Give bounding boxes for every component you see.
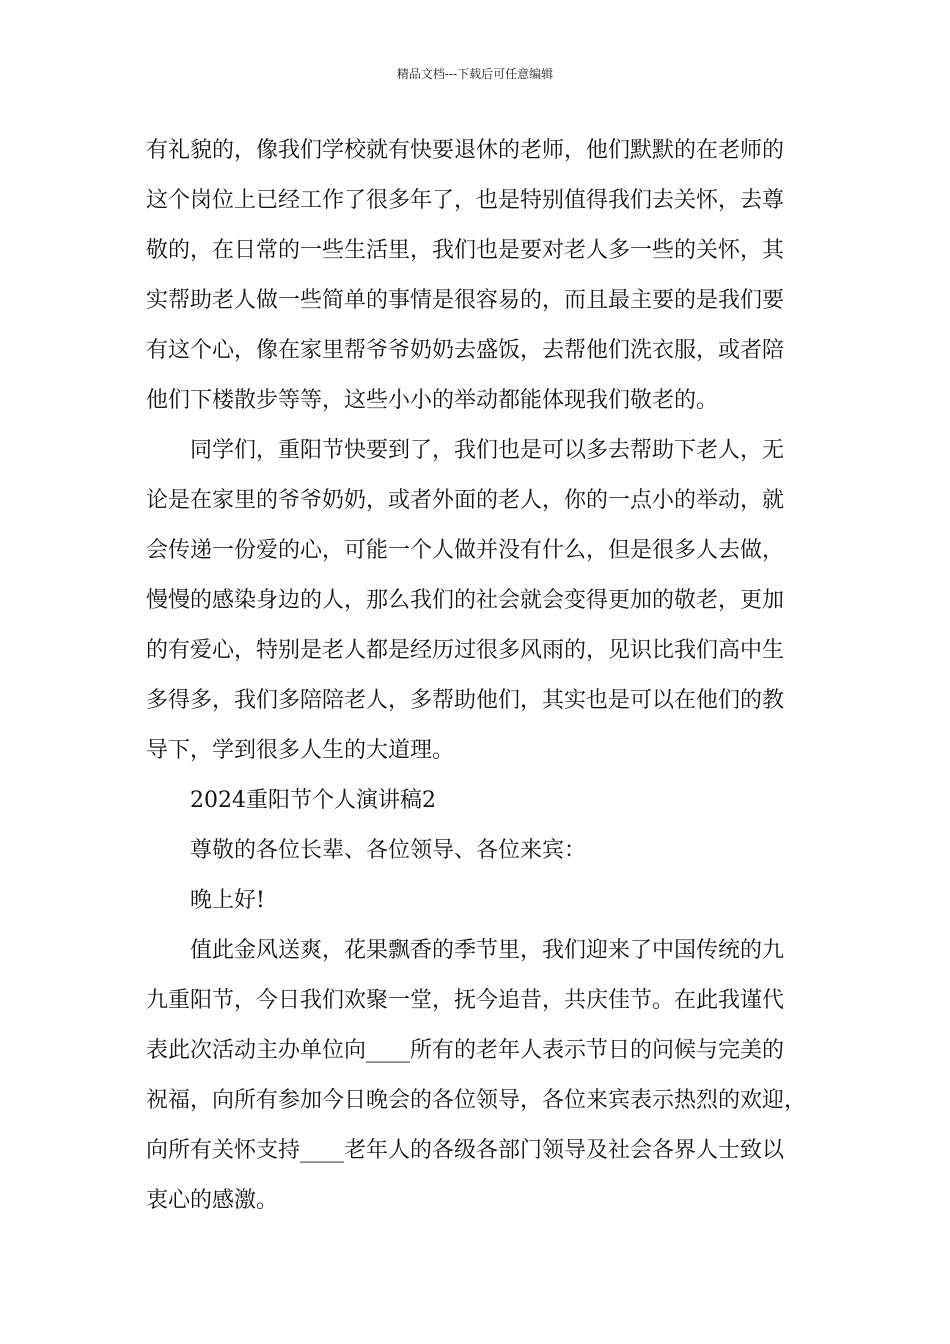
- text-line: 祝福，向所有参加今日晚会的各位领导，各位来宾表示热烈的欢迎，: [146, 1088, 807, 1113]
- text-line: 慢慢的感染身边的人，那么我们的社会就会变得更加的敬老，更加: [146, 588, 785, 613]
- document-body: [146, 126, 812, 1226]
- text-line: 他们下楼散步等等，这些小小的举动都能体现我们敬老的。: [146, 388, 719, 413]
- text-line: 导下，学到很多人生的大道理。: [146, 738, 455, 763]
- text-line: 敬的，在日常的一些生活里，我们也是要对老人多一些的关怀，其: [146, 238, 785, 263]
- text-line: 实帮助老人做一些简单的事情是很容易的，而且最主要的是我们要: [146, 288, 785, 313]
- text-line: 表此次活动主办单位向____所有的老年人表示节日的问候与完美的: [146, 1038, 785, 1063]
- salutation: 尊敬的各位长辈、各位领导、各位来宾：: [190, 838, 587, 863]
- page-header: 精品文档---下载后可任意编辑: [396, 67, 554, 81]
- text-line: 向所有关怀支持____老年人的各级各部门领导及社会各界人士致以: [146, 1138, 785, 1163]
- section-title: 2024重阳节个人演讲稿2: [190, 788, 436, 813]
- text-line: 的有爱心，特别是老人都是经历过很多风雨的，见识比我们高中生: [146, 638, 785, 663]
- text-line: 有礼貌的，像我们学校就有快要退休的老师，他们默默的在老师的: [146, 138, 785, 163]
- text-line: 论是在家里的爷爷奶奶，或者外面的老人，你的一点小的举动，就: [146, 488, 785, 513]
- text-line: 这个岗位上已经工作了很多年了，也是特别值得我们去关怀，去尊: [146, 188, 785, 213]
- text-line: 衷心的感激。: [146, 1188, 279, 1213]
- text-line: 会传递一份爱的心，可能一个人做并没有什么，但是很多人去做，: [146, 538, 785, 563]
- greeting: 晚上好!: [190, 888, 265, 913]
- text-line: 有这个心，像在家里帮爷爷奶奶去盛饭，去帮他们洗衣服，或者陪: [146, 338, 785, 363]
- text-line: 同学们，重阳节快要到了，我们也是可以多去帮助下老人，无: [190, 438, 785, 463]
- text-line: 值此金风送爽，花果飘香的季节里，我们迎来了中国传统的九: [190, 938, 785, 963]
- text-line: 多得多，我们多陪陪老人，多帮助他们，其实也是可以在他们的教: [146, 688, 785, 713]
- text-line: 九重阳节，今日我们欢聚一堂，抚今追昔，共庆佳节。在此我谨代: [146, 988, 785, 1013]
